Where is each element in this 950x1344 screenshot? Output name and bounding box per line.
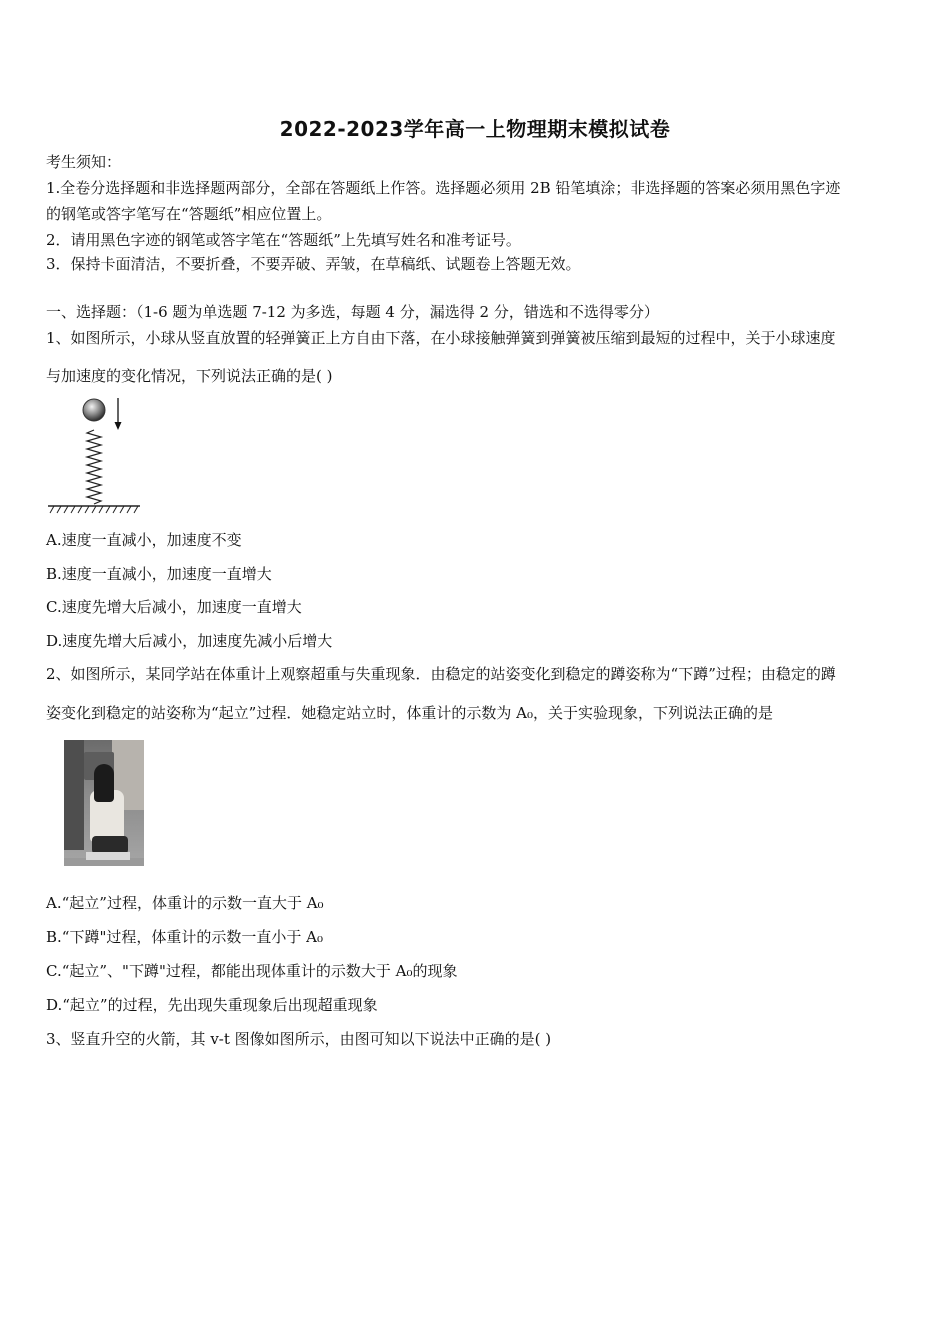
notice-heading: 考生须知： bbox=[46, 153, 122, 171]
spring-icon bbox=[87, 430, 101, 504]
q2-stem-line2: 姿变化到稳定的站姿称为“起立”过程．她稳定站立时，体重计的示数为 A₀，关于实验现象，下列说法正确的是 bbox=[46, 704, 773, 722]
q1-stem-line1: 1、如图所示，小球从竖直放置的轻弹簧正上方自由下落，在小球接触弹簧到弹簧被压缩到最短的过程中，关于小球速度 bbox=[46, 329, 836, 347]
page-title: 2022-2023学年高一上物理期末模拟试卷 bbox=[279, 117, 671, 141]
ground-icon bbox=[48, 506, 140, 513]
q1-option-b: B.速度一直减小，加速度一直增大 bbox=[46, 565, 272, 583]
ball-icon bbox=[83, 399, 105, 421]
notice-item-1: 1.全卷分选择题和非选择题两部分，全部在答题纸上作答。选择题必须用 2B 铅笔填涂；非选择题的答案必须用黑色字迹 bbox=[46, 179, 841, 197]
q2-stem-line1: 2、如图所示，某同学站在体重计上观察超重与失重现象．由稳定的站姿变化到稳定的蹲姿称为“下蹲”过程；由稳定的蹲 bbox=[46, 665, 836, 683]
q1-stem-line2: 与加速度的变化情况，下列说法正确的是( ) bbox=[46, 367, 333, 385]
q2-option-d: D.“起立”的过程，先出现失重现象后出现超重现象 bbox=[46, 996, 378, 1014]
spring-ball-figure bbox=[44, 394, 144, 518]
q2-option-b: B.“下蹲"过程，体重计的示数一直小于 A₀ bbox=[46, 928, 323, 946]
q1-option-a: A.速度一直减小，加速度不变 bbox=[46, 531, 242, 549]
q2-option-c: C.“起立”、"下蹲"过程，都能出现体重计的示数大于 A₀的现象 bbox=[46, 962, 458, 980]
notice-item-3: 3．保持卡面清洁，不要折叠，不要弄破、弄皱，在草稿纸、试题卷上答题无效。 bbox=[46, 255, 581, 273]
section-heading: 一、选择题：（1-6 题为单选题 7-12 为多选，每题 4 分，漏选得 2 分，错选和不选得零分） bbox=[46, 303, 659, 321]
notice-item-1-cont: 的钢笔或答字笔写在“答题纸”相应位置上。 bbox=[46, 205, 332, 223]
squatting-student-photo bbox=[64, 740, 144, 866]
q2-option-a: A.“起立”过程，体重计的示数一直大于 A₀ bbox=[46, 894, 324, 912]
q3-stem-line1: 3、竖直升空的火箭，其 v-t 图像如图所示，由图可知以下说法中正确的是( ) bbox=[46, 1030, 552, 1048]
q1-option-c: C.速度先增大后减小，加速度一直增大 bbox=[46, 598, 302, 616]
q1-option-d: D.速度先增大后减小，加速度先减小后增大 bbox=[46, 632, 333, 650]
notice-item-2: 2．请用黑色字迹的钢笔或答字笔在“答题纸”上先填写姓名和准考证号。 bbox=[46, 231, 521, 249]
down-arrow-icon bbox=[115, 398, 122, 430]
